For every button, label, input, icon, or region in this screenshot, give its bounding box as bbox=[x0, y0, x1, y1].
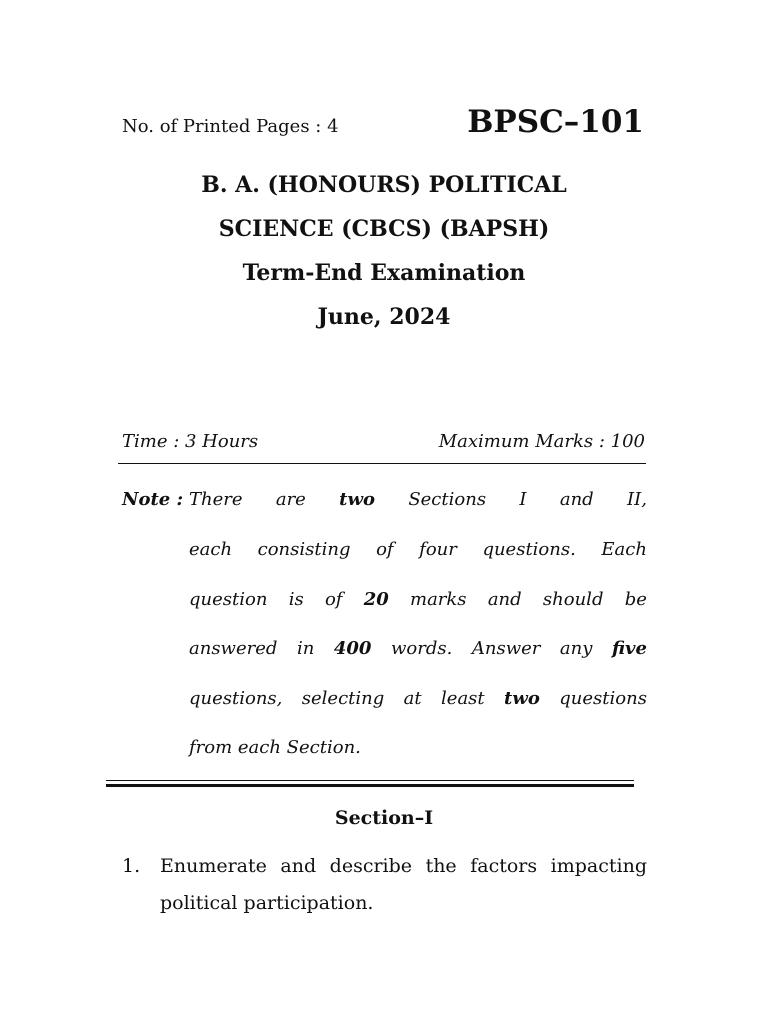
note-word: questions. bbox=[482, 539, 576, 560]
note-word: of bbox=[376, 539, 394, 560]
exam-title-line-1: B. A. (HONOURS) POLITICAL bbox=[201, 172, 567, 198]
note-word: at bbox=[403, 688, 422, 709]
note-word: questions bbox=[559, 688, 647, 709]
question-word: the bbox=[425, 855, 457, 877]
note-word: any bbox=[559, 638, 593, 659]
exam-title-line-2: SCIENCE (CBCS) (BAPSH) bbox=[218, 216, 550, 242]
note-word-bold: two bbox=[504, 688, 540, 709]
question-word: describe bbox=[329, 855, 413, 877]
note-word-bold: two bbox=[339, 489, 375, 510]
note-line-1 bbox=[189, 489, 647, 510]
note-word: four bbox=[419, 539, 457, 560]
note-word: II, bbox=[627, 489, 647, 510]
note-word: question bbox=[189, 589, 268, 610]
question-word: factors bbox=[470, 855, 538, 877]
note-word: in bbox=[296, 638, 315, 659]
double-divider bbox=[106, 780, 634, 787]
note-word: selecting bbox=[301, 688, 385, 709]
exam-date: June, 2024 bbox=[317, 304, 451, 330]
note-word: I bbox=[519, 489, 527, 510]
divider bbox=[118, 463, 646, 464]
note-word-bold: 20 bbox=[363, 589, 389, 610]
note-word: Each bbox=[601, 539, 647, 560]
time-allowed: Time : 3 Hours bbox=[122, 431, 259, 452]
note-word: of bbox=[324, 589, 343, 610]
note-word: least bbox=[441, 688, 485, 709]
note-word-bold: five bbox=[611, 638, 647, 659]
note-word: Sections bbox=[408, 489, 487, 510]
question-line-2: political participation. bbox=[160, 892, 374, 914]
note-line-2 bbox=[189, 539, 647, 560]
note-word: marks bbox=[410, 589, 467, 610]
section-heading: Section–I bbox=[334, 807, 434, 829]
note-word: be bbox=[624, 589, 647, 610]
note-line-3 bbox=[189, 589, 647, 610]
note-word: answered bbox=[189, 638, 278, 659]
note-word: each bbox=[189, 539, 233, 560]
note-line-5 bbox=[189, 688, 647, 709]
question-number: 1. bbox=[122, 855, 141, 877]
maximum-marks: Maximum Marks : 100 bbox=[438, 431, 645, 452]
note-line-4 bbox=[189, 638, 647, 659]
question-word: and bbox=[280, 855, 317, 877]
note-line-6 bbox=[189, 737, 647, 758]
note-word: consisting bbox=[257, 539, 351, 560]
note-word: is bbox=[288, 589, 304, 610]
note-word: should bbox=[542, 589, 604, 610]
note-word: are bbox=[275, 489, 306, 510]
note-word: Answer bbox=[471, 638, 541, 659]
course-code: BPSC–101 bbox=[467, 104, 644, 140]
question-line-1 bbox=[160, 855, 647, 877]
note-word-bold: 400 bbox=[333, 638, 372, 659]
note-word: and bbox=[559, 489, 594, 510]
question-word: impacting bbox=[550, 855, 647, 877]
note-word: and bbox=[487, 589, 522, 610]
question-word: Enumerate bbox=[160, 855, 267, 877]
note-word: words. bbox=[390, 638, 453, 659]
note-word: There bbox=[189, 489, 243, 510]
note-label: Note : bbox=[122, 489, 184, 510]
printed-pages: No. of Printed Pages : 4 bbox=[122, 116, 339, 137]
note-word: questions, bbox=[189, 688, 283, 709]
note-text: from each Section. bbox=[189, 737, 361, 758]
exam-type: Term-End Examination bbox=[242, 260, 526, 286]
